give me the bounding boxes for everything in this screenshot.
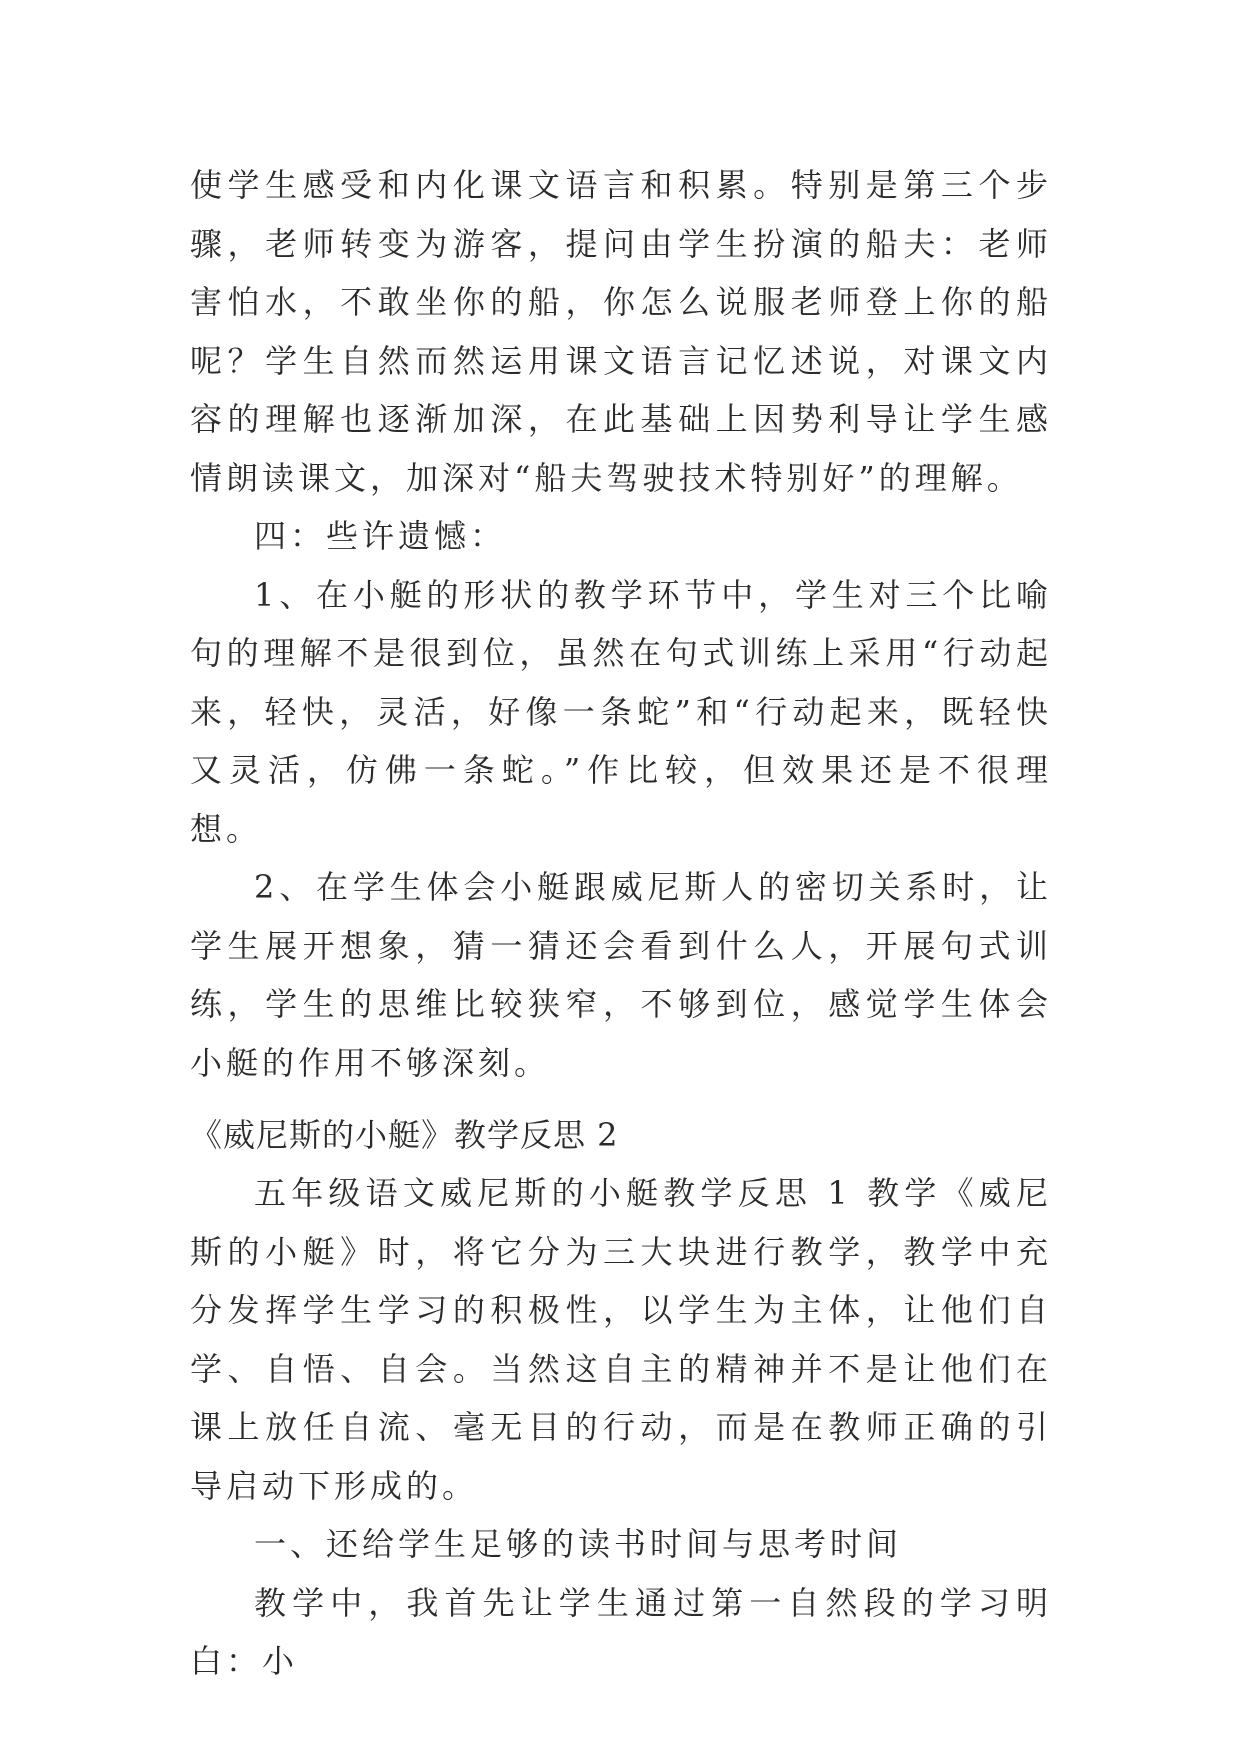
- section-1-body: [190, 156, 1052, 1092]
- paragraph-intro: 五年级语文威尼斯的小艇教学反思 1 教学《威尼斯的小艇》时，将它分为三大块进行教学，教学中充分发挥学生学习的积极性，以学生为主体，让他们自学、自悟、自会。当然这自主的精神并不是让他们在课上放任自流、毫无目的行动，而是在教师正确的引导启动下形成的。: [190, 1174, 1052, 1505]
- paragraph-point-1-body: 教学中，我首先让学生通过第一自然段的学习明白：小: [190, 1583, 1052, 1680]
- paragraph-regret-2: 2、在学生体会小艇跟威尼斯人的密切关系时，让学生展开想象，猜一猜还会看到什么人，开展句式训练，学生的思维比较狭窄，不够到位，感觉学生体会小艇的作用不够深刻。: [190, 868, 1052, 1082]
- paragraph-regrets-heading: 四：些许遗憾：: [254, 517, 507, 555]
- section-2-title: 《威尼斯的小艇》教学反思 2: [190, 1116, 619, 1154]
- section-2-body: [190, 1164, 1052, 1691]
- paragraph-continuation: 使学生感受和内化课文语言和积累。特别是第三个步骤，老师转变为游客，提问由学生扮演的船夫：老师害怕水，不敢坐你的船，你怎么说服老师登上你的船呢？学生自然而然运用课文语言记忆述说，对课文内容的理解也逐渐加深，在此基础上因势利导让学生感情朗读课文，加深对“船夫驾驶技术特别好”的理解。: [190, 166, 1052, 497]
- paragraph-point-1-heading: 一、还给学生足够的读书时间与思考时间: [254, 1525, 903, 1563]
- paragraph-regret-1: 1、在小艇的形状的教学环节中，学生对三个比喻句的理解不是很到位，虽然在句式训练上采用“行动起来，轻快，灵活，好像一条蛇”和“行动起来，既轻快又灵活，仿佛一条蛇。”作比较，但效果还是不很理想。: [190, 575, 1052, 848]
